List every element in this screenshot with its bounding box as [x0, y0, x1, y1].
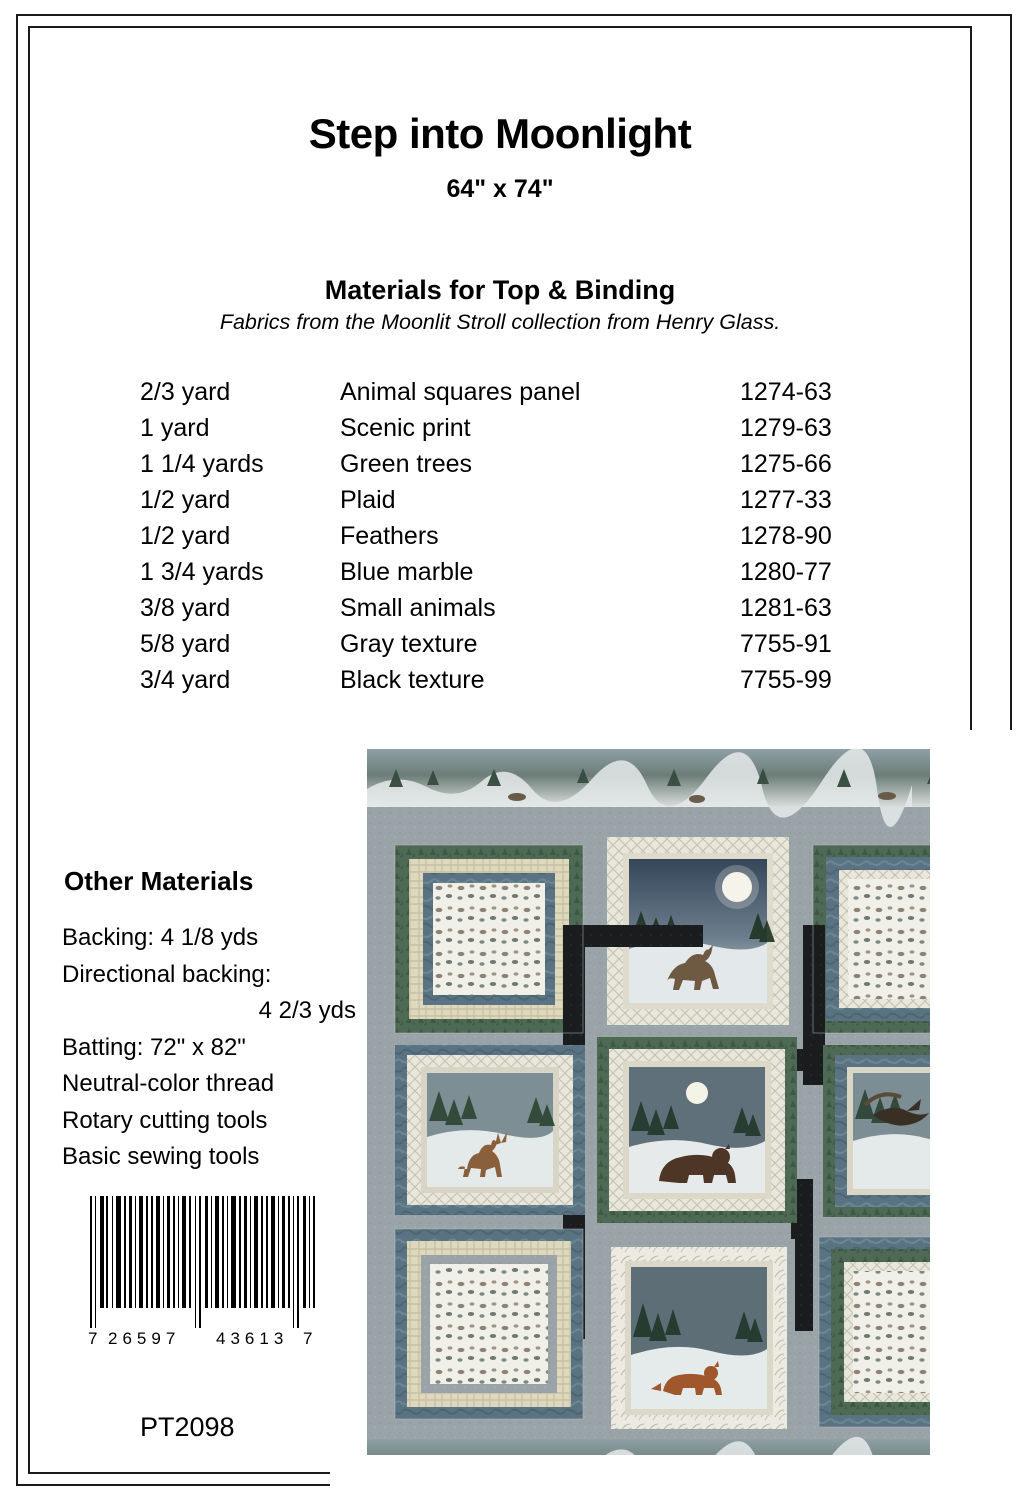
material-sku: 7755-91 — [740, 630, 832, 658]
material-amount: 2/3 yard — [140, 378, 231, 406]
material-sku: 1280-77 — [740, 558, 832, 586]
material-name: Green trees — [340, 450, 473, 478]
table-row — [140, 666, 880, 702]
list-item: Rotary cutting tools — [62, 1106, 268, 1134]
material-sku: 1279-63 — [740, 414, 832, 442]
material-amount: 1/2 yard — [140, 486, 231, 514]
table-row — [140, 450, 880, 486]
barcode-group-1: 26597 — [108, 1329, 181, 1348]
quilt-dimensions: 64" x 74" — [446, 175, 554, 203]
materials-heading: Materials for Top & Binding — [324, 275, 676, 306]
material-name: Small animals — [340, 594, 496, 622]
list-item: Batting: 72" x 82" — [62, 1033, 246, 1061]
material-sku: 1275-66 — [740, 450, 832, 478]
material-sku: 1281-63 — [740, 594, 832, 622]
material-name: Scenic print — [340, 414, 471, 442]
quilt-layout-illustration — [367, 749, 1012, 1497]
barcode-digits — [88, 1329, 316, 1351]
other-materials-heading: Other Materials — [64, 866, 254, 896]
barcode — [88, 1196, 316, 1351]
barcode-bars-icon — [88, 1196, 316, 1328]
barcode-digit-left: 7 — [88, 1329, 98, 1348]
table-row — [140, 630, 880, 666]
material-sku: 1277-33 — [740, 486, 832, 514]
material-name: Feathers — [340, 522, 439, 550]
table-row — [140, 522, 880, 558]
table-row — [140, 414, 880, 450]
list-item: Basic sewing tools — [62, 1143, 260, 1170]
material-amount: 1/2 yard — [140, 522, 231, 550]
materials-table — [140, 378, 880, 702]
material-amount: 1 yard — [140, 414, 210, 442]
list-item: Directional backing: — [62, 960, 272, 988]
quilt-photo — [367, 749, 1012, 1497]
page-title: Step into Moonlight — [308, 110, 692, 158]
list-item: 4 2/3 yds — [258, 997, 356, 1024]
material-amount: 1 3/4 yards — [140, 558, 264, 586]
table-row — [140, 486, 880, 522]
material-name: Plaid — [340, 486, 396, 514]
table-row — [140, 558, 880, 594]
other-materials-list — [62, 920, 362, 1176]
material-sku: 1278-90 — [740, 522, 832, 550]
material-name: Black texture — [340, 666, 485, 694]
material-amount: 1 1/4 yards — [140, 450, 264, 478]
table-row — [140, 378, 880, 414]
barcode-digit-right: 7 — [303, 1329, 313, 1348]
material-sku: 1274-63 — [740, 378, 832, 406]
frame-mask-right — [930, 730, 1028, 1500]
barcode-group-2: 43613 — [216, 1329, 289, 1348]
material-name: Animal squares panel — [340, 378, 581, 406]
material-name: Gray texture — [340, 630, 478, 658]
material-amount: 3/4 yard — [140, 666, 231, 694]
material-name: Blue marble — [340, 558, 474, 586]
material-amount: 5/8 yard — [140, 630, 231, 658]
list-item: Neutral-color thread — [62, 1070, 275, 1097]
material-sku: 7755-99 — [740, 666, 832, 694]
pattern-number: PT2098 — [140, 1412, 235, 1442]
material-amount: 3/8 yard — [140, 594, 231, 622]
frame-mask-bottom — [330, 1455, 1028, 1500]
table-row — [140, 594, 880, 630]
collection-note: Fabrics from the Moonlit Stroll collection from Henry Glass. — [219, 310, 781, 334]
list-item: Backing: 4 1/8 yds — [62, 924, 259, 951]
